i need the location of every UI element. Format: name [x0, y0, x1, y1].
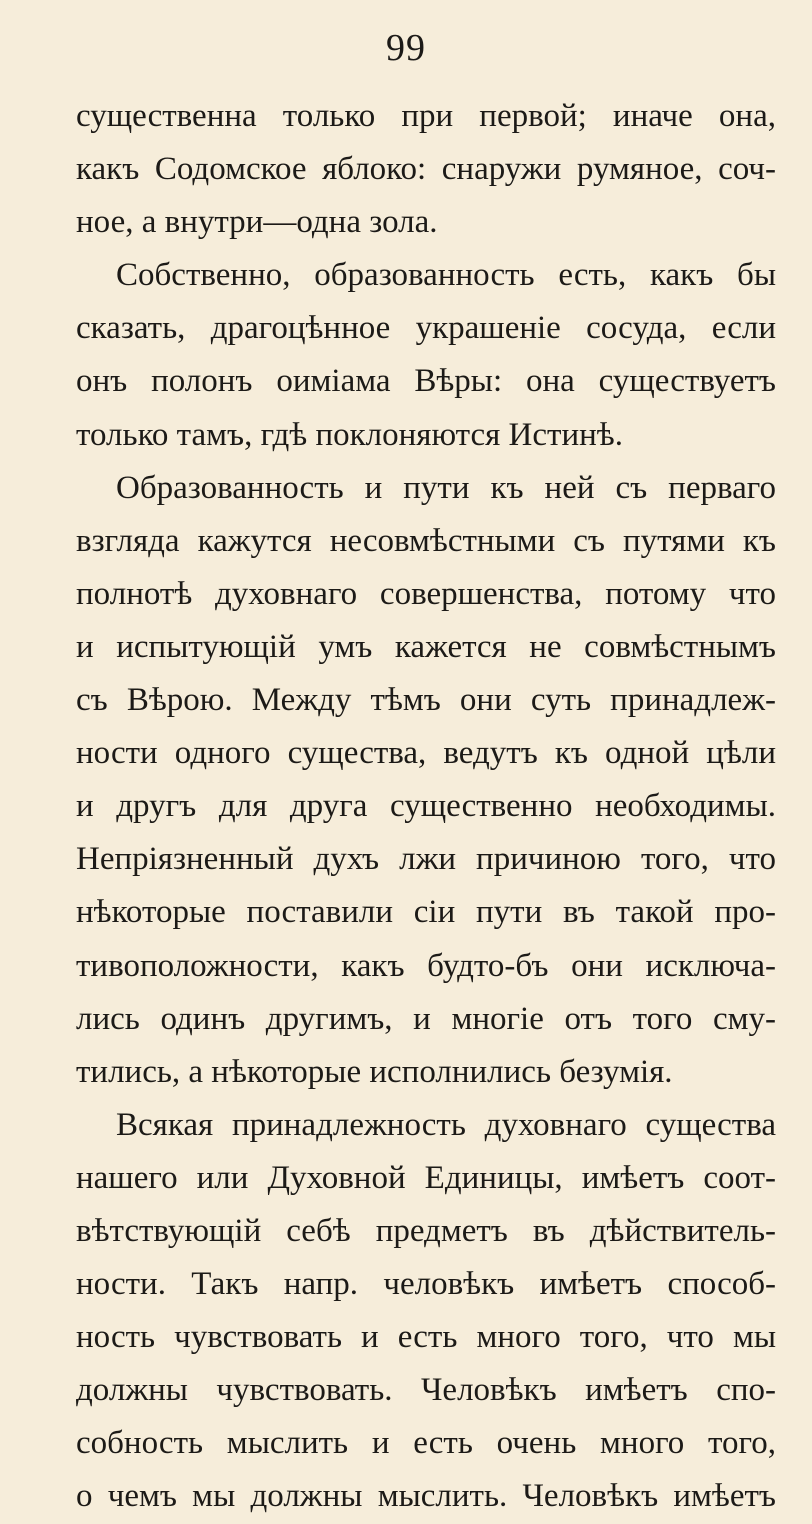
- text-line: Образованность и пути къ ней съ перваго: [116, 469, 776, 506]
- text-line: вѣтствующій себѣ предметъ въ дѣйствитель-: [76, 1212, 776, 1249]
- text-line: сказать, драгоцѣнное украшеніе сосуда, если: [76, 310, 776, 347]
- text-line: о чемъ мы должны мыслить. Человѣкъ имѣетъ: [76, 1478, 776, 1515]
- text-line: Собственно, образованность есть, какъ бы: [116, 257, 776, 294]
- text-line: и испытующій умъ кажется не совмѣстнымъ: [76, 628, 776, 665]
- text-line: собность мыслить и есть очень много того,: [76, 1425, 776, 1462]
- text-line: ности одного существа, ведутъ къ одной цѣли: [76, 735, 776, 772]
- text-line: только тамъ, гдѣ поклоняются Истинѣ.: [76, 416, 623, 453]
- text-line: ное, а внутри—одна зола.: [76, 204, 438, 241]
- text-line: нѣкоторые поставили сіи пути въ такой про-: [76, 894, 776, 931]
- text-line: онъ полонъ оиміама Вѣры: она существуетъ: [76, 363, 776, 400]
- text-line: тивоположности, какъ будто-бъ они исключа-: [76, 947, 776, 984]
- text-line: лись одинъ другимъ, и многіе отъ того сму-: [76, 1000, 776, 1037]
- text-line: Непріязненный духъ лжи причиною того, что: [76, 841, 776, 878]
- text-line: полнотѣ духовнаго совершенства, потому что: [76, 575, 776, 612]
- text-line: какъ Содомское яблоко: снаружи румяное, соч-: [76, 151, 776, 188]
- text-line: Всякая принадлежность духовнаго существа: [116, 1106, 776, 1143]
- text-line: нашего или Духовной Единицы, имѣетъ соот-: [76, 1159, 776, 1196]
- text-line: существенна только при первой; иначе она,: [76, 98, 776, 134]
- page-number: 99: [386, 27, 426, 69]
- text-line: ность чувствовать и есть много того, что мы: [76, 1319, 776, 1356]
- text-line: и другъ для друга существенно необходимы.: [76, 788, 776, 825]
- text-line: ности. Такъ напр. человѣкъ имѣетъ способ-: [76, 1266, 776, 1303]
- page-text: [76, 90, 776, 1524]
- text-line: взгляда кажутся несовмѣстными съ путями къ: [76, 522, 776, 559]
- text-line: должны чувствовать. Человѣкъ имѣетъ спо-: [76, 1372, 776, 1409]
- text-line: тились, а нѣкоторые исполнились безумія.: [76, 1053, 673, 1090]
- text-line: съ Вѣрою. Между тѣмъ они суть принадлеж-: [76, 682, 776, 719]
